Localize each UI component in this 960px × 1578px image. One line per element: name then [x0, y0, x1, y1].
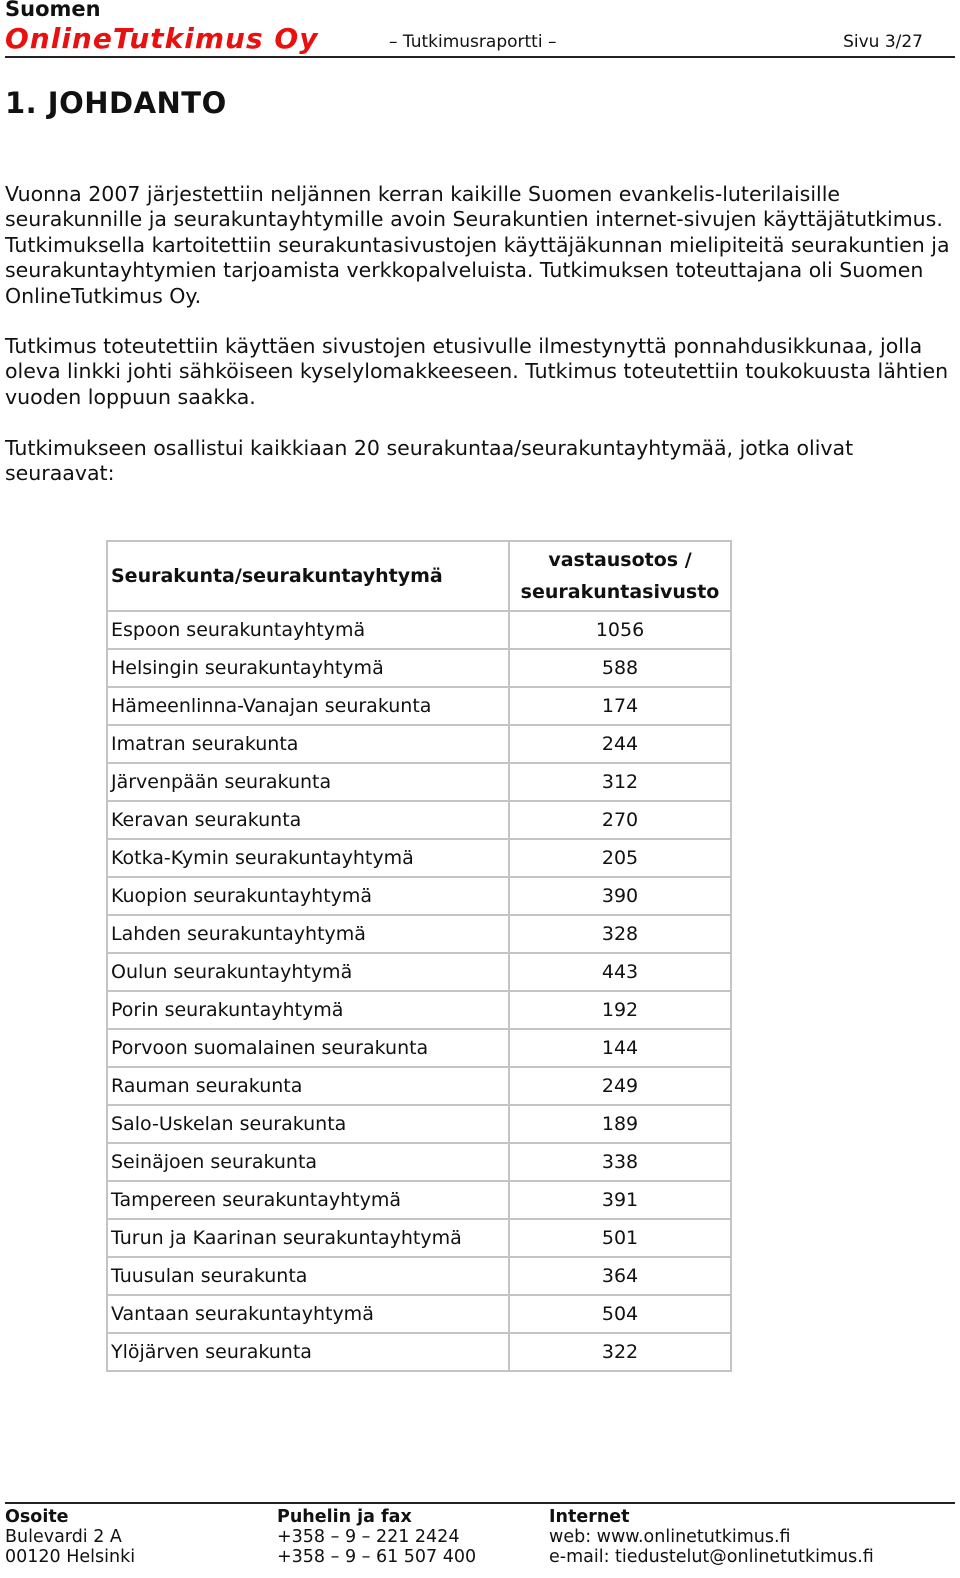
parish-name: Oulun seurakuntayhtymä: [107, 953, 509, 991]
response-count: 588: [509, 649, 731, 687]
parish-name: Rauman seurakunta: [107, 1067, 509, 1105]
parish-name: Lahden seurakuntayhtymä: [107, 915, 509, 953]
table-row: [107, 991, 731, 1029]
response-count: 192: [509, 991, 731, 1029]
parish-name: Espoon seurakuntayhtymä: [107, 611, 509, 649]
footer-address: [5, 1507, 135, 1567]
table-row: [107, 725, 731, 763]
response-count: 270: [509, 801, 731, 839]
table-row: [107, 1143, 731, 1181]
table-header-row: [107, 541, 731, 611]
parish-name: Porvoon suomalainen seurakunta: [107, 1029, 509, 1067]
column-header-responses-line2: seurakuntasivusto: [520, 581, 720, 603]
response-count: 504: [509, 1295, 731, 1333]
page-footer: [5, 1502, 955, 1578]
table-row: [107, 1029, 731, 1067]
response-count: 364: [509, 1257, 731, 1295]
response-count: 144: [509, 1029, 731, 1067]
table-row: [107, 1219, 731, 1257]
document-type: – Tutkimusraportti –: [389, 32, 557, 52]
footer-phone-line1: +358 – 9 – 221 2424: [277, 1527, 460, 1547]
table-row: [107, 915, 731, 953]
footer-internet-title: Internet: [549, 1507, 630, 1527]
parish-name: Keravan seurakunta: [107, 801, 509, 839]
table-row: [107, 1105, 731, 1143]
parish-name: Kuopion seurakuntayhtymä: [107, 877, 509, 915]
response-count: 322: [509, 1333, 731, 1371]
parish-name: Turun ja Kaarinan seurakuntayhtymä: [107, 1219, 509, 1257]
footer-phone: [277, 1507, 476, 1567]
page-header: [5, 0, 955, 58]
response-count: 390: [509, 877, 731, 915]
parish-name: Tuusulan seurakunta: [107, 1257, 509, 1295]
section-heading: 1. JOHDANTO: [5, 86, 227, 120]
parish-name: Seinäjoen seurakunta: [107, 1143, 509, 1181]
footer-phone-line2: +358 – 9 – 61 507 400: [277, 1547, 477, 1567]
paragraph-intro: Vuonna 2007 järjestettiin neljännen kerran kaikille Suomen evankelis-luterilaisille seurakunnille ja seurakuntayhtymille avoin Seurakuntien internet-sivujen käyttäjätutkimus. Tutkimuksella kartoitettiin seurakuntasivustojen käyttäjäkunnan mielipiteitä seurakuntien ja seurakuntayhtymien tarjoamista verkkopalveluista. Tutkimuksen toteuttajana oli Suomen OnlineTutkimus Oy.: [5, 182, 950, 308]
response-count: 189: [509, 1105, 731, 1143]
parish-name: Helsingin seurakuntayhtymä: [107, 649, 509, 687]
table-row: [107, 1257, 731, 1295]
response-count: 391: [509, 1181, 731, 1219]
table-row: [107, 1333, 731, 1371]
parish-name: Hämeenlinna-Vanajan seurakunta: [107, 687, 509, 725]
response-count: 1056: [509, 611, 731, 649]
table-row: [107, 763, 731, 801]
table-row: [107, 687, 731, 725]
table-row: [107, 953, 731, 991]
parish-name: Tampereen seurakuntayhtymä: [107, 1181, 509, 1219]
response-count: 501: [509, 1219, 731, 1257]
brand-line-1: Suomen: [5, 0, 101, 21]
response-count: 244: [509, 725, 731, 763]
response-count: 205: [509, 839, 731, 877]
column-header-responses-line1: vastausotos /: [548, 549, 692, 571]
parish-name: Imatran seurakunta: [107, 725, 509, 763]
parish-name: Kotka-Kymin seurakuntayhtymä: [107, 839, 509, 877]
footer-address-title: Osoite: [5, 1507, 69, 1527]
footer-address-line2: 00120 Helsinki: [5, 1547, 136, 1567]
table-row: [107, 877, 731, 915]
response-count: 249: [509, 1067, 731, 1105]
response-count: 443: [509, 953, 731, 991]
footer-phone-title: Puhelin ja fax: [277, 1507, 412, 1527]
table-row: [107, 801, 731, 839]
parish-name: Vantaan seurakuntayhtymä: [107, 1295, 509, 1333]
participants-table: [106, 540, 732, 1372]
response-count: 174: [509, 687, 731, 725]
parish-name: Järvenpään seurakunta: [107, 763, 509, 801]
brand-line-2: OnlineTutkimus Oy: [5, 22, 319, 55]
table-row: [107, 611, 731, 649]
column-header-responses: [509, 541, 731, 611]
footer-web: web: www.onlinetutkimus.fi: [549, 1527, 791, 1547]
response-count: 338: [509, 1143, 731, 1181]
table-row: [107, 1181, 731, 1219]
page-number: Sivu 3/27: [843, 32, 923, 52]
parish-name: Porin seurakuntayhtymä: [107, 991, 509, 1029]
footer-internet: [549, 1507, 874, 1567]
table-row: [107, 839, 731, 877]
footer-email: e-mail: tiedustelut@onlinetutkimus.fi: [549, 1547, 874, 1567]
response-count: 328: [509, 915, 731, 953]
paragraph-participants: Tutkimukseen osallistui kaikkiaan 20 seurakuntaa/seurakuntayhtymää, jotka olivat seuraavat:: [5, 436, 854, 486]
parish-name: Ylöjärven seurakunta: [107, 1333, 509, 1371]
column-header-parish: Seurakunta/seurakuntayhtymä: [107, 541, 509, 611]
footer-address-line1: Bulevardi 2 A: [5, 1527, 122, 1547]
response-count: 312: [509, 763, 731, 801]
table-row: [107, 649, 731, 687]
table-row: [107, 1295, 731, 1333]
paragraph-method: Tutkimus toteutettiin käyttäen sivustojen etusivulle ilmestynyttä ponnahdusikkunaa, jolla oleva linkki johti sähköiseen kyselylomakkeeseen. Tutkimus toteutettiin toukokuusta lähtien vuoden loppuun saakka.: [5, 334, 949, 409]
parish-name: Salo-Uskelan seurakunta: [107, 1105, 509, 1143]
table-row: [107, 1067, 731, 1105]
